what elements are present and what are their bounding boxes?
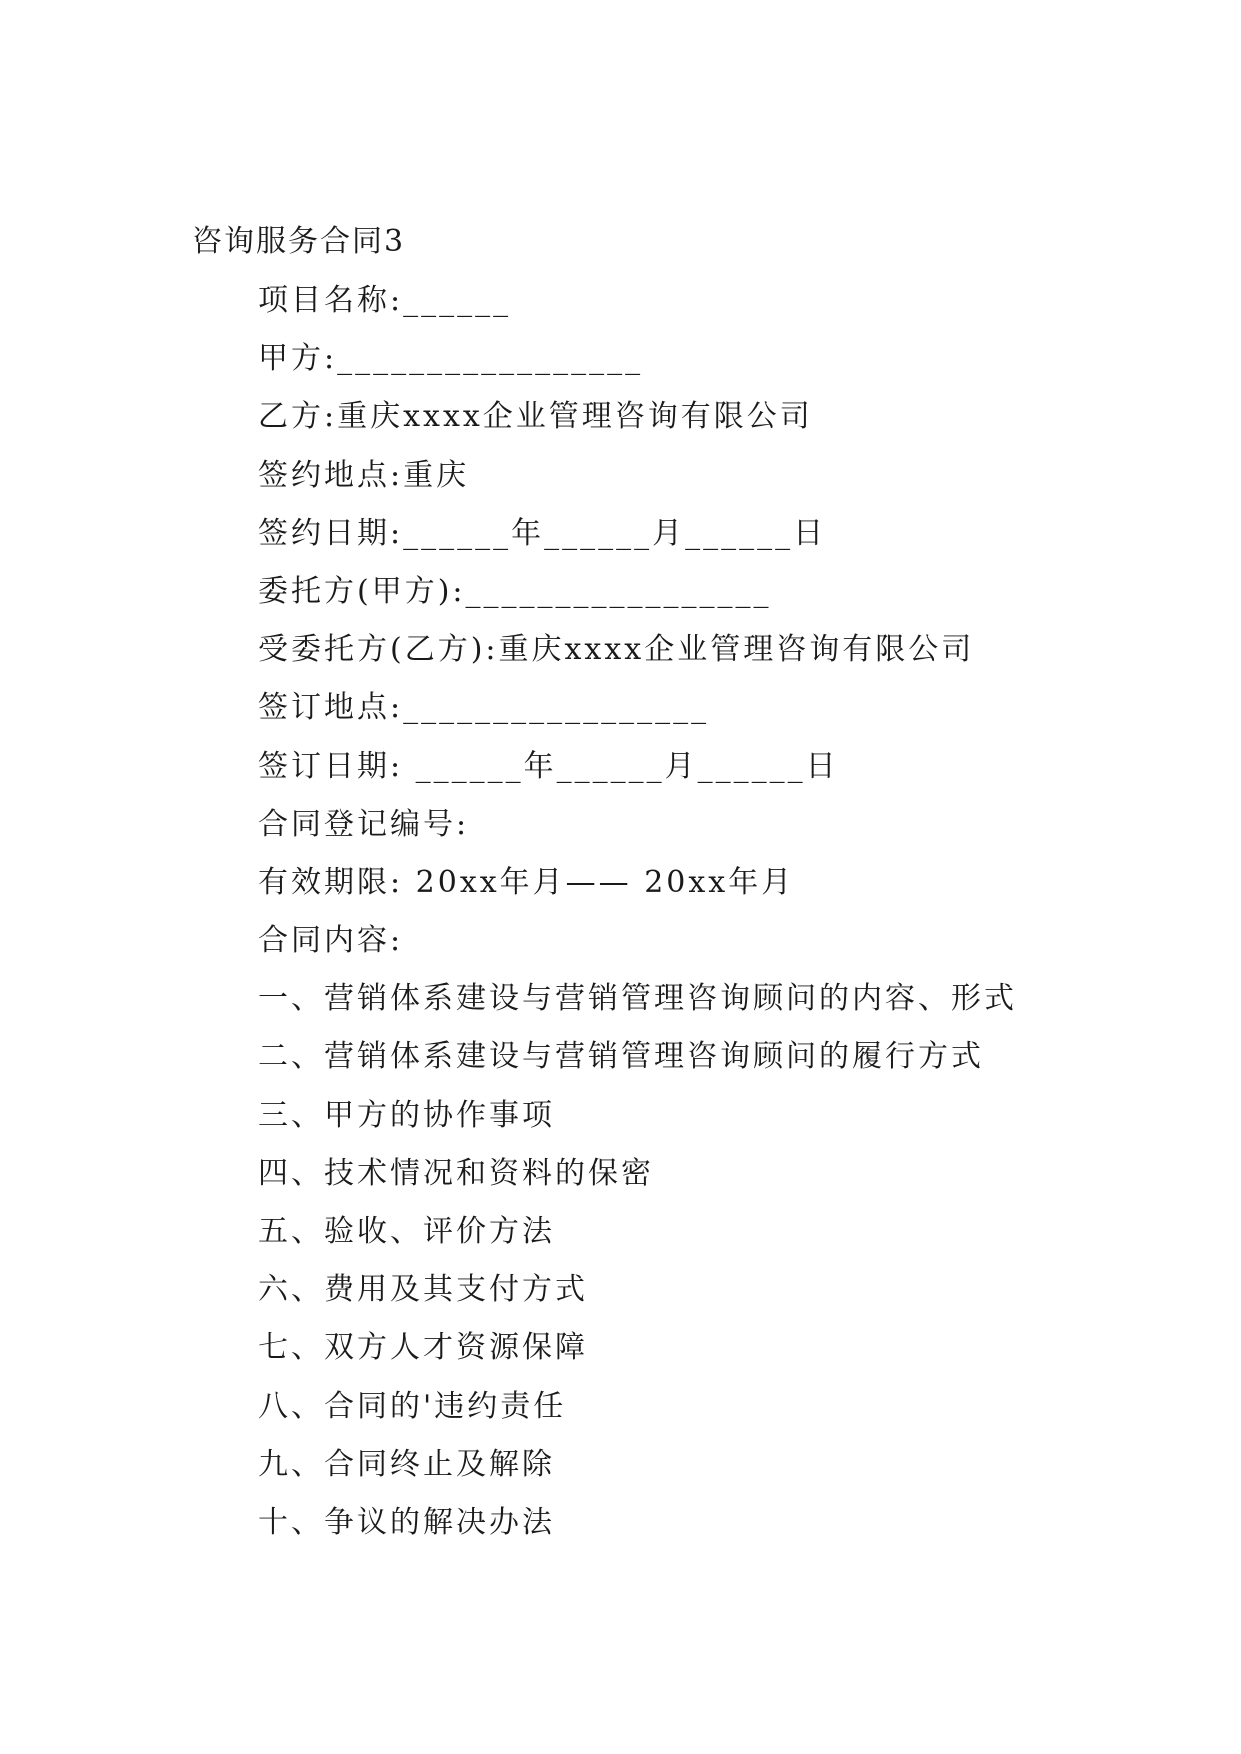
section-item: 七、双方人才资源保障 [258,1330,588,1366]
section-item: 六、费用及其支付方式 [258,1272,588,1308]
section-item: 十、争议的解决办法 [258,1504,555,1540]
line-sign-place: 签订地点:_________________ [258,690,710,726]
line-validity: 有效期限: 20xx年月—— 20xx年月 [258,864,795,900]
section-item: 五、验收、评价方法 [258,1214,555,1249]
line-contractor: 受委托方(乙方):重庆xxxx企业管理咨询有限公司 [258,632,975,668]
line-registration-no: 合同登记编号: [258,806,470,842]
section-item: 一、营销体系建设与营销管理咨询顾问的内容、形式 [258,981,1017,1017]
document-title: 咨询服务合同3 [192,224,406,259]
line-signing-place: 签约地点:重庆 [258,457,470,493]
line-project-name: 项目名称:______ [258,283,512,318]
section-item: 四、技术情况和资料的保密 [258,1155,654,1191]
line-client: 委托方(甲方):_________________ [258,573,772,609]
line-party-b: 乙方:重庆xxxx企业管理咨询有限公司 [258,399,813,435]
line-signing-date: 签约日期:______年______月______日 [258,515,827,551]
line-sign-date: 签订日期: ______年______月______日 [258,748,839,784]
section-item: 二、营销体系建设与营销管理咨询顾问的履行方式 [258,1039,984,1075]
section-item: 八、合同的'违约责任 [258,1388,567,1424]
line-contract-content: 合同内容: [258,923,404,959]
section-item: 三、甲方的协作事项 [258,1097,555,1133]
line-party-a: 甲方:_________________ [258,341,644,377]
contract-lines [258,281,1017,1561]
section-item: 九、合同终止及解除 [258,1446,555,1482]
